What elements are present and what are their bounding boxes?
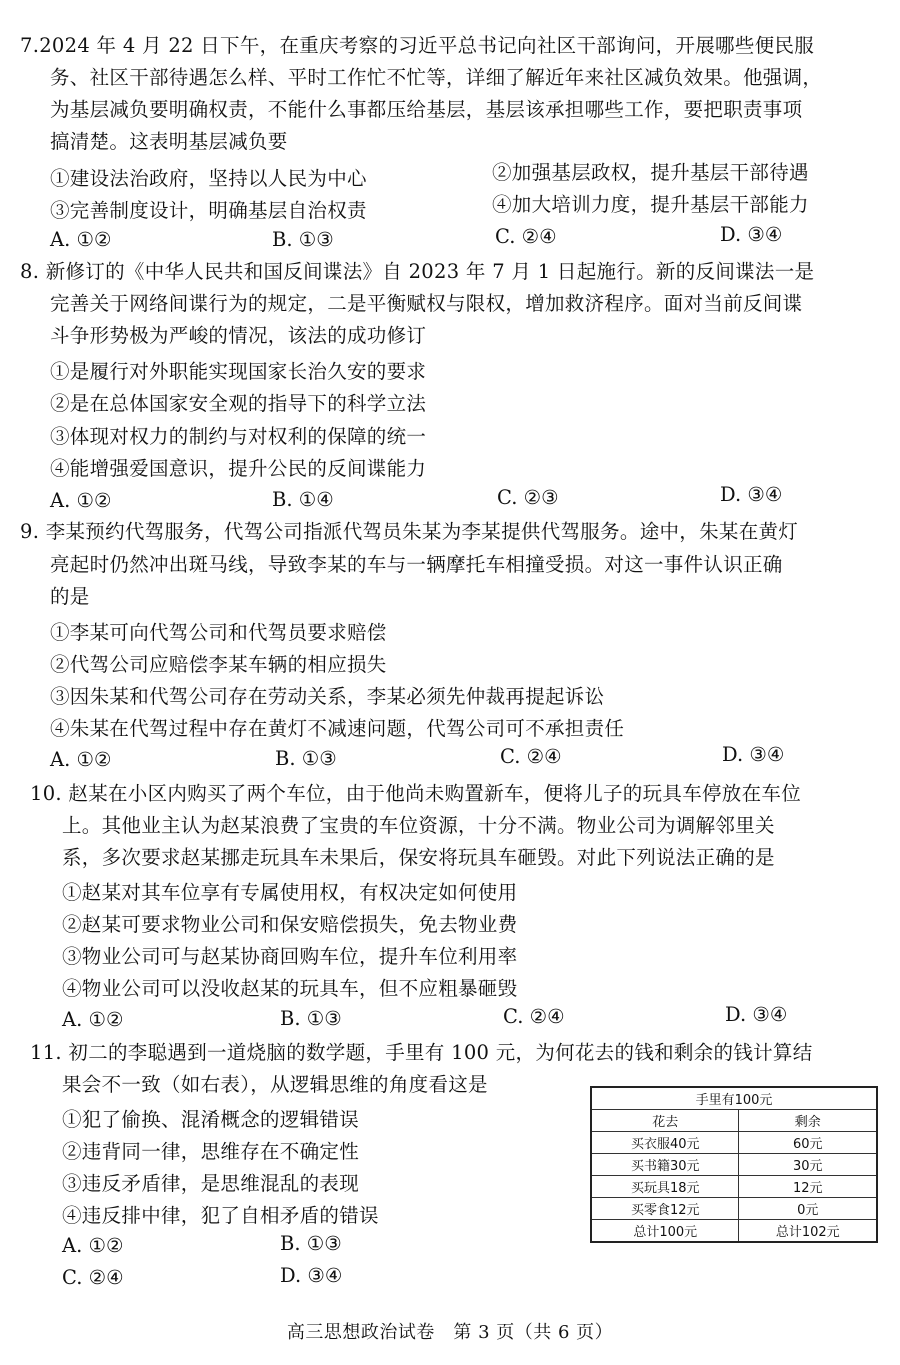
question-stem-line: 果会不一致（如右表），从逻辑思维的角度看这是 [62,1073,488,1096]
statement: ②赵某可要求物业公司和保安赔偿损失，免去物业费 [62,913,518,936]
choice-a[interactable]: A. ①② [50,748,112,771]
choice-c[interactable]: C. ②④ [500,745,562,768]
question-stem-line: 斗争形势极为严峻的情况，该法的成功修订 [50,324,427,347]
choice-c[interactable]: C. ②④ [495,225,557,248]
table-row [591,1154,877,1176]
statement: ②是在总体国家安全观的指导下的科学立法 [50,392,427,415]
table-header: 剩余 [739,1110,877,1132]
question-stem-line: 8. 新修订的《中华人民共和国反间谍法》自 2023 年 7 月 1 日起施行。新的反间谍法一是 [20,260,815,283]
question-stem-line: 搞清楚。这表明基层减负要 [50,130,288,153]
table-header: 花去 [591,1110,739,1132]
statement: ④加大培训力度，提升基层干部能力 [492,193,809,216]
choice-b[interactable]: B. ①③ [272,228,334,251]
table-cell: 买书籍30元 [591,1154,739,1176]
statement: ①犯了偷换、混淆概念的逻辑错误 [62,1108,360,1131]
statement: ①是履行对外职能实现国家长治久安的要求 [50,360,427,383]
question-stem-line: 10. 赵某在小区内购买了两个车位，由于他尚未购置新车，便将儿子的玩具车停放在车位 [30,782,802,805]
table-cell: 12元 [739,1176,877,1198]
choice-a[interactable]: A. ①② [62,1008,124,1031]
question-stem-line: 7.2024 年 4 月 22 日下午，在重庆考察的习近平总书记向社区干部询问，开展哪些便民服 [20,34,815,57]
statement: ②违背同一律，思维存在不确定性 [62,1140,360,1163]
statement: ④物业公司可以没收赵某的玩具车，但不应粗暴砸毁 [62,977,518,1000]
table-title-row [591,1087,877,1110]
choice-a[interactable]: A. ①② [62,1234,124,1257]
table-header-row [591,1110,877,1132]
question-stem-line: 务、社区干部待遇怎么样、平时工作忙不忙等，详细了解近年来社区减负效果。他强调， [50,66,823,89]
question-stem-line: 的是 [50,585,90,608]
table-row [591,1220,877,1243]
table-cell: 总计102元 [739,1220,877,1243]
choice-d[interactable]: D. ③④ [720,223,783,246]
table-row [591,1198,877,1220]
table-row [591,1132,877,1154]
question-stem-line: 系，多次要求赵某挪走玩具车未果后，保安将玩具车砸毁。对此下列说法正确的是 [62,846,775,869]
table-cell: 买玩具18元 [591,1176,739,1198]
table-title: 手里有100元 [591,1087,877,1110]
choice-a[interactable]: A. ①② [50,489,112,512]
question-stem-line: 亮起时仍然冲出斑马线，导致李某的车与一辆摩托车相撞受损。对这一事件认识正确 [50,553,783,576]
choice-c[interactable]: C. ②④ [503,1005,565,1028]
choice-d[interactable]: D. ③④ [280,1264,343,1287]
question-stem-line: 为基层减负要明确权责，不能什么事都压给基层，基层该承担哪些工作，要把职责事项 [50,98,803,121]
page-footer: 高三思想政治试卷 第 3 页（共 6 页） [286,1322,614,1343]
statement: ②加强基层政权，提升基层干部待遇 [492,161,809,184]
question-stem-line: 9. 李某预约代驾服务，代驾公司指派代驾员朱某为李某提供代驾服务。途中，朱某在黄灯 [20,520,799,543]
choice-a[interactable]: A. ①② [50,228,112,251]
table-cell: 0元 [739,1198,877,1220]
statement: ②代驾公司应赔偿李某车辆的相应损失 [50,653,387,676]
statement: ①建设法治政府，坚持以人民为中心 [50,167,367,190]
choice-c[interactable]: C. ②③ [497,486,559,509]
table-cell: 30元 [739,1154,877,1176]
table-cell: 60元 [739,1132,877,1154]
statement: ③完善制度设计，明确基层自治权责 [50,199,367,222]
statement: ③体现对权力的制约与对权利的保障的统一 [50,425,427,448]
spending-table [590,1086,878,1243]
table-cell: 买零食12元 [591,1198,739,1220]
table-cell: 总计100元 [591,1220,739,1243]
statement: ④能增强爱国意识，提升公民的反间谍能力 [50,457,427,480]
choice-c[interactable]: C. ②④ [62,1266,124,1289]
statement: ③物业公司可与赵某协商回购车位，提升车位利用率 [62,945,518,968]
question-stem-line: 完善关于网络间谍行为的规定，二是平衡赋权与限权，增加救济程序。面对当前反间谍 [50,292,803,315]
choice-b[interactable]: B. ①③ [275,747,337,770]
statement: ③因朱某和代驾公司存在劳动关系，李某必须先仲裁再提起诉讼 [50,685,605,708]
choice-d[interactable]: D. ③④ [720,483,783,506]
table-cell: 买衣服40元 [591,1132,739,1154]
choice-d[interactable]: D. ③④ [722,743,785,766]
choice-b[interactable]: B. ①③ [280,1232,342,1255]
table-row [591,1176,877,1198]
choice-b[interactable]: B. ①③ [280,1007,342,1030]
choice-d[interactable]: D. ③④ [725,1003,788,1026]
question-stem-line: 11. 初二的李聪遇到一道烧脑的数学题，手里有 100 元，为何花去的钱和剩余的钱计算结 [30,1041,813,1064]
statement: ④违反排中律，犯了自相矛盾的错误 [62,1204,379,1227]
statement: ①赵某对其车位享有专属使用权，有权决定如何使用 [62,881,518,904]
statement: ④朱某在代驾过程中存在黄灯不减速问题，代驾公司可不承担责任 [50,717,625,740]
question-stem-line: 上。其他业主认为赵某浪费了宝贵的车位资源，十分不满。物业公司为调解邻里关 [62,814,775,837]
choice-b[interactable]: B. ①④ [272,488,334,511]
statement: ①李某可向代驾公司和代驾员要求赔偿 [50,621,387,644]
statement: ③违反矛盾律，是思维混乱的表现 [62,1172,360,1195]
